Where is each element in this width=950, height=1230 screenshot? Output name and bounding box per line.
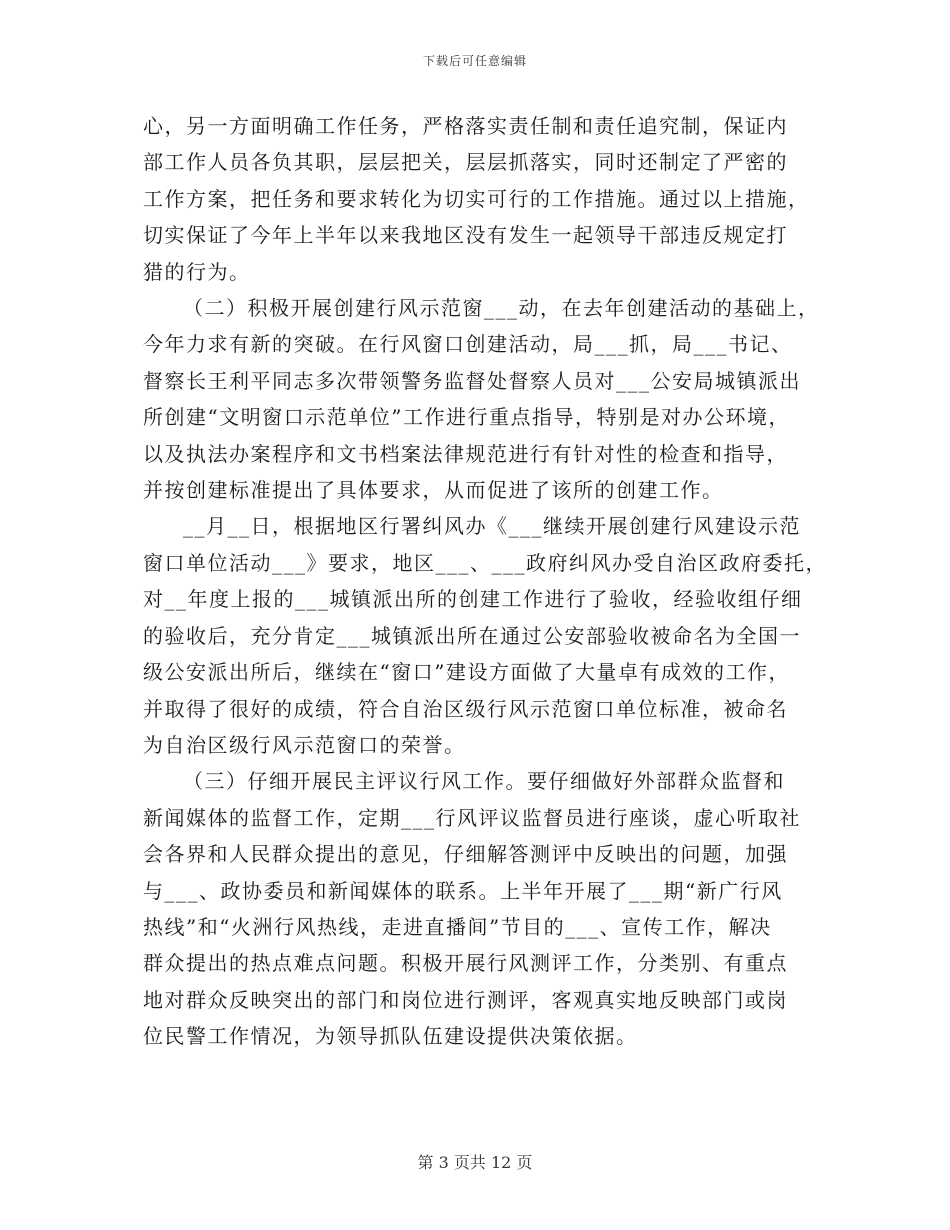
text-line: 所创建“文明窗口示范单位”工作进行重点指导，特别是对办公环境， [143,405,790,430]
text-line: 位民警工作情况，为领导抓队伍建设提供决策依据。 [143,1024,638,1049]
paragraph-4 [143,763,823,1054]
paragraph-3 [143,508,827,763]
text-line: 会各界和人民群众提出的意见，仔细解答测评中反映出的问题，加强 [143,842,788,867]
text-line: 并按创建标准提出了具体要求，从而促进了该所的创建工作。 [143,478,724,503]
text-line: （二）积极开展创建行风示范窗___动，在去年创建活动的基础上， [183,296,820,321]
text-line: （三）仔细开展民主评议行风工作。要仔细做好外部群众监督和 [183,769,785,794]
text-line: 热线”和“火洲行风热线，走进直播间”节目的___、宣传工作，解决 [143,914,772,939]
paragraph-2 [143,290,823,508]
text-line: 今年力求有新的突破。在行风窗口创建活动，局___抓，局___书记、 [143,332,793,357]
text-line: 为自治区级行风示范窗口的荣誉。 [143,732,466,757]
document-body [143,108,827,1055]
page-header: 下载后可任意编辑 [422,54,527,68]
text-line: 督察长王利平同志多次带领警务监督处督察人员对___公安局城镇派出 [143,368,801,393]
text-line: 工作方案，把任务和要求转化为切实可行的工作措施。通过以上措施， [143,186,810,211]
text-line: 窗口单位活动___》要求，地区___、___政府纠风办受自治区政府委托， [143,550,827,575]
text-line: __月__日，根据地区行署纠风办《___继续开展创建行风建设示范 [183,514,801,539]
paragraph-1 [143,108,823,290]
text-line: 群众提出的热点难点问题。积极开展行风测评工作，分类别、有重点 [143,951,788,976]
text-line: 心，另一方面明确工作任务，严格落实责任制和责任追究制，保证内 [143,114,788,138]
text-line: 猎的行为。 [143,259,251,284]
text-line: 并取得了很好的成绩，符合自治区级行风示范窗口单位标准，被命名 [143,696,788,721]
text-line: 部工作人员各负其职，层层把关，层层抓落实，同时还制定了严密的 [143,150,788,175]
page-number: 第 3 页共 12 页 [417,1153,533,1172]
text-line: 的验收后，充分肯定___城镇派出所在通过公安部验收被命名为全国一 [143,623,801,648]
text-line: 切实保证了今年上半年以来我地区没有发生一起领导干部违反规定打 [143,223,788,248]
text-line: 以及执法办案程序和文书档案法律规范进行有针对性的检查和指导， [143,441,788,466]
text-line: 对__年度上报的___城镇派出所的创建工作进行了验收，经验收组仔细 [143,587,803,612]
text-line: 级公安派出所后，继续在“窗口”建设方面做了大量卓有成效的工作， [143,660,790,685]
text-line: 地对群众反映突出的部门和岗位进行测评，客观真实地反映部门或岗 [143,987,788,1012]
text-line: 新闻媒体的监督工作，定期___行风评议监督员进行座谈，虚心听取社 [143,805,801,830]
text-line: 与___、政协委员和新闻媒体的联系。上半年开展了___期“新广行风 [143,878,783,903]
